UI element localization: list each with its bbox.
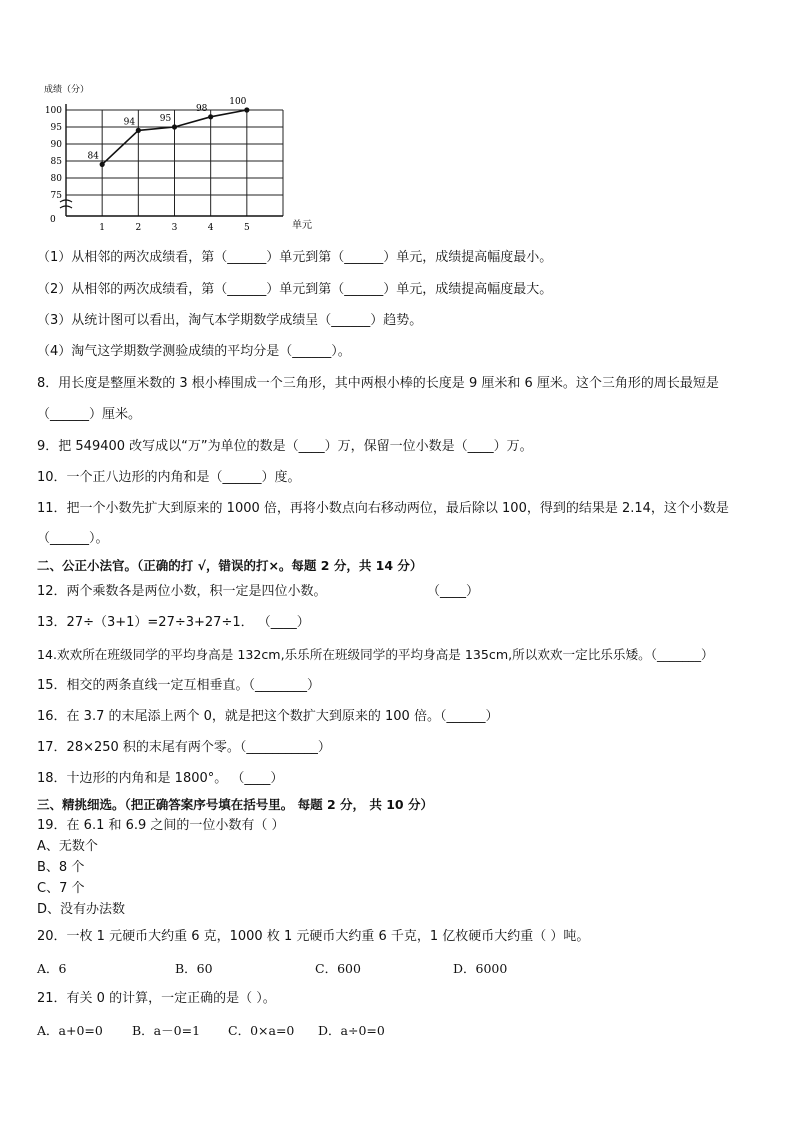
y-zero-label: 0 [50, 215, 56, 225]
q21-option-d: D．a÷0=0 [318, 1023, 385, 1038]
x-tick-label: 2 [135, 223, 142, 233]
q20-option-c: C．600 [315, 961, 361, 976]
q16: 16．在 3.7 的末尾添上两个 0，就是把这个数扩大到原来的 100 倍。（______） [37, 709, 499, 724]
q14: 14.欢欢所在班级同学的平均身高是 132cm,乐乐所在班级同学的平均身高是 135cm,所以欢欢一定比乐乐矮。（_______） [37, 647, 714, 662]
q13: 13．27÷（3+1）=27÷3+27÷1． （____） [37, 615, 310, 630]
q12-blank: （____） [427, 584, 480, 599]
q9: 9．把 549400 改写成以“万”为单位的数是（____）万，保留一位小数是（____）万。 [37, 439, 533, 454]
y-tick-label: 85 [50, 157, 62, 167]
q19-option-b: B、8 个 [37, 860, 85, 875]
q10: 10．一个正八边形的内角和是（______）度。 [37, 470, 301, 485]
q18: 18．十边形的内角和是 1800°。 （____） [37, 771, 284, 786]
x-tick-label: 3 [171, 223, 178, 233]
chart-axes [60, 104, 283, 233]
data-label: 98 [195, 103, 208, 114]
q11-line1: 11．把一个小数先扩大到原来的 1000 倍，再将小数点向右移动两位，最后除以 100，得到的结果是 2.14，这个小数是 [37, 501, 729, 516]
q20-option-a: A．6 [37, 961, 67, 976]
q7-sub3: （3）从统计图可以看出，淘气本学期数学成绩呈（______）趋势。 [37, 313, 423, 328]
data-point [244, 107, 249, 112]
y-tick-label: 80 [50, 174, 62, 184]
q21-stem: 21．有关 0 的计算，一定正确的是（ ）。 [37, 991, 276, 1006]
q8-line2: （______）厘米。 [37, 407, 142, 422]
q7-sub2: （2）从相邻的两次成绩看，第（______）单元到第（______）单元，成绩提高幅度最大。 [37, 282, 553, 297]
q19-stem: 19．在 6.1 和 6.9 之间的一位小数有（ ） [37, 818, 285, 833]
q21-option-a: A．a+0=0 [37, 1023, 103, 1038]
q20-option-d: D．6000 [453, 961, 508, 976]
y-tick-label: 90 [50, 140, 62, 150]
x-tick-label: 4 [207, 223, 214, 233]
q19-option-a: A、无数个 [37, 839, 98, 854]
q20-option-b: B．60 [175, 961, 213, 976]
q12-text: 12．两个乘数各是两位小数，积一定是四位小数。 [37, 584, 327, 599]
data-point [172, 124, 177, 129]
chart-marks [87, 97, 249, 167]
q20-stem: 20．一枚 1 元硬币大约重 6 克，1000 枚 1 元硬币大约重 6 千克，1 亿枚硬币大约重（ ）吨。 [37, 929, 590, 944]
score-line-chart [38, 78, 338, 238]
x-tick-label: 1 [99, 223, 106, 233]
q7-sub4: （4）淘气这学期数学测验成绩的平均分是（______）。 [37, 344, 351, 359]
data-label: 95 [159, 114, 172, 124]
q7-sub1: （1）从相邻的两次成绩看，第（______）单元到第（______）单元，成绩提高幅度最小。 [37, 250, 553, 265]
q12 [37, 584, 480, 600]
q11-line2: （______）。 [37, 531, 109, 546]
y-tick-label: 95 [50, 123, 62, 133]
data-point [208, 114, 213, 119]
x-tick-label: 5 [243, 223, 250, 233]
q19-option-d: D、没有办法数 [37, 902, 126, 917]
q15: 15．相交的两条直线一定互相垂直。（________） [37, 678, 321, 693]
y-axis-label: 成绩（分） [44, 85, 90, 95]
q19-option-c: C、7 个 [37, 881, 85, 896]
q17: 17．28×250 积的末尾有两个零。（___________） [37, 740, 331, 755]
x-axis-label: 单元 [292, 220, 312, 231]
data-point [100, 162, 105, 167]
q21-option-b: B．a－0=1 [132, 1023, 201, 1038]
y-tick-label: 75 [50, 191, 62, 201]
data-point [136, 128, 141, 133]
y-tick-label: 100 [44, 106, 62, 116]
section-3-heading: 三、精挑细选。（把正确答案序号填在括号里。 每题 2 分， 共 10 分） [37, 797, 433, 812]
data-label: 94 [123, 117, 136, 128]
section-2-heading: 二、公正小法官。（正确的打 √，错误的打×。每题 2 分，共 14 分） [37, 558, 423, 573]
q21-option-c: C．0×a=0 [228, 1023, 295, 1038]
data-label: 84 [87, 151, 99, 162]
q8-line1: 8．用长度是整厘米数的 3 根小棒围成一个三角形，其中两根小棒的长度是 9 厘米和 6 厘米。这个三角形的周长最短是 [37, 376, 719, 391]
data-label: 100 [229, 97, 247, 107]
